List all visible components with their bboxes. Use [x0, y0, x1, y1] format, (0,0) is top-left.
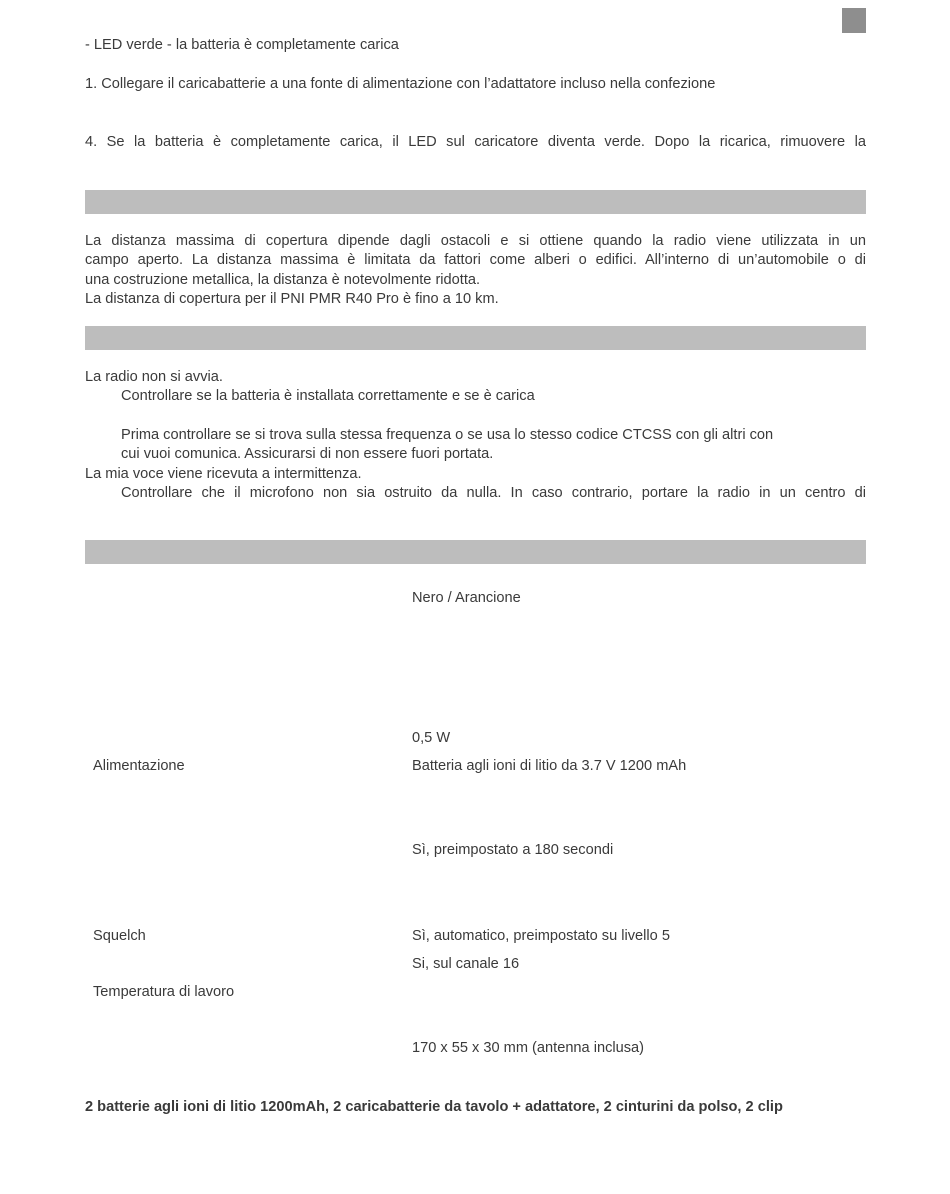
package-contents: 2 batterie agli ioni di litio 1200mAh, 2 caricabatterie da tavolo + adattatore, 2 cinturini da polso, 2 clip — [85, 1099, 783, 1115]
problem-text: La radio non si avvia. — [85, 369, 223, 385]
range-line: La distanza di copertura per il PNI PMR R40 Pro è fino a 10 km. — [85, 291, 499, 307]
page-marker — [842, 8, 866, 33]
range-line: La distanza massima di copertura dipende dagli ostacoli e si ottiene quando la radio viene utilizzata in un — [85, 233, 866, 249]
solution-text: Controllare se la batteria è installata correttamente e se è carica — [121, 388, 535, 404]
section-header-bar-troubleshooting — [85, 326, 866, 350]
problem-text: La mia voce viene ricevuta a intermittenza. — [85, 466, 362, 482]
charging-step-4: 4. Se la batteria è completamente carica, il LED sul caricatore diventa verde. Dopo la ricarica, rimuovere la — [85, 134, 866, 150]
spec-value-power: 0,5 W — [412, 730, 451, 746]
range-line: una costruzione metallica, la distanza è notevolmente ridotta. — [85, 272, 481, 288]
range-line: campo aperto. La distanza massima è limitata da fattori come alberi o edifici. All’interno di un’automobile o di — [85, 252, 866, 268]
spec-label-squelch: Squelch — [93, 928, 146, 944]
spec-label-temperature: Temperatura di lavoro — [93, 984, 235, 1000]
spec-value-dimensions: 170 x 55 x 30 mm (antenna inclusa) — [412, 1040, 645, 1056]
led-green-text: - LED verde - la batteria è completamente carica — [85, 37, 399, 53]
solution-text: Prima controllare se si trova sulla stessa frequenza o se usa lo stesso codice CTCSS con gli altri con — [121, 427, 774, 443]
charging-step-1: 1. Collegare il caricabatterie a una fonte di alimentazione con l’adattatore incluso nella confezione — [85, 76, 716, 92]
solution-text: Controllare che il microfono non sia ostruito da nulla. In caso contrario, portare la radio in un centro di — [121, 485, 866, 501]
section-header-bar-range — [85, 190, 866, 214]
spec-value-emergency: Si, sul canale 16 — [412, 956, 520, 972]
spec-value-color: Nero / Arancione — [412, 590, 521, 606]
spec-label-supply: Alimentazione — [93, 758, 185, 774]
spec-value-supply: Batteria agli ioni di litio da 3.7 V 1200 mAh — [412, 758, 687, 774]
spec-value-tot: Sì, preimpostato a 180 secondi — [412, 842, 614, 858]
spec-value-squelch: Sì, automatico, preimpostato su livello 5 — [412, 928, 670, 944]
section-header-bar-specs — [85, 540, 866, 564]
solution-text: cui vuoi comunica. Assicurarsi di non essere fuori portata. — [121, 446, 494, 462]
